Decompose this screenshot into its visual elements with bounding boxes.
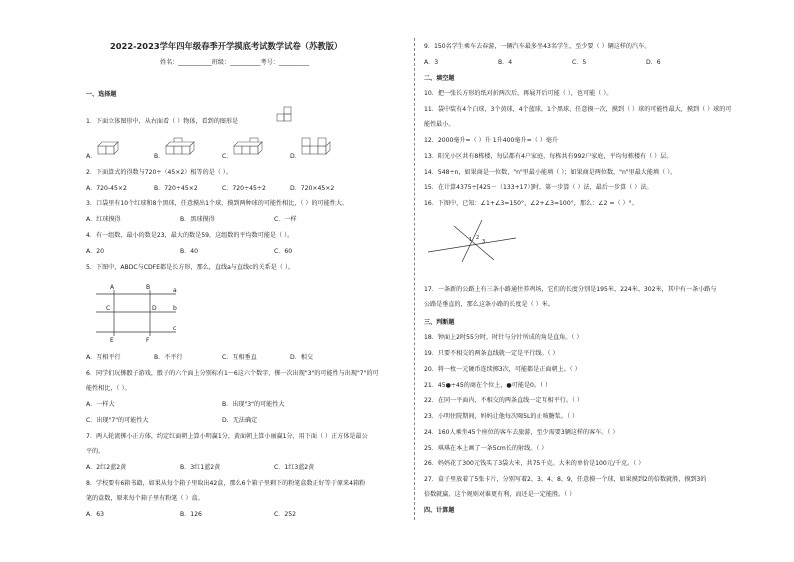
student-info-line: 姓名：___________班级：__________考号：__________ [160, 59, 310, 66]
q6-option-c: C．出现"7"的可能性大 [86, 417, 149, 424]
q16-angle-label-3: 3 [482, 239, 486, 245]
q1-view-figure [274, 106, 298, 126]
q1-cube-figure-d [300, 134, 336, 158]
question-6-line-2: 能性相比，（ ）。 [86, 385, 131, 392]
q5-label-d-point: D [152, 305, 157, 312]
q6-option-b: B．出现"3"的可能性大 [222, 401, 285, 408]
question-9: 9．150名学生乘车去春游，一辆汽车最多坐43名学生，至少要（ ）辆这样的汽车。 [424, 43, 651, 50]
question-14: 14．548÷n，如果商是一位数，"n"里最小能填（ ）；如果商是两位数，"n"里最大能填（ ）。 [424, 169, 677, 176]
question-19: 19．只要不相交的两条直线就一定是平行线。（ ） [424, 350, 559, 357]
q2-option-b: B．720÷45×2 [154, 185, 198, 192]
question-25: 25．琪琪在本上画了一条5cm长的射线。（ ） [424, 445, 548, 452]
question-20: 20．将一枚一元硬币连续掷3次，可能都是正面朝上。（ ） [424, 366, 581, 373]
exam-title: 2022-2023学年四年级春季开学摸底考试数学试卷（苏教版） [110, 41, 343, 51]
question-5: 5．下图中，ABDC与CDFE都是长方形，那么，直线a与直线c的关系是（ ）。 [86, 264, 294, 271]
q8-option-b: B．126 [180, 511, 202, 518]
q5-option-b: B．不平行 [154, 354, 183, 361]
question-27-line-2: 倍数就赢，这个规则对谁更有利，而还是一定能胜。（ ） [424, 491, 576, 498]
q5-label-b-point: B [146, 284, 151, 291]
question-1: 1．下面立体图形中，从右面看（ ）物体，看到的图形是 [86, 118, 239, 125]
q2-option-a: A．720-45×2 [86, 185, 127, 192]
q3-option-c: C．一样 [274, 216, 297, 223]
q1-option-c: C． [222, 153, 233, 160]
question-8-line-2: 笔的盒数，原来每个箱子里有粉笔（ ）盒。 [86, 495, 204, 502]
q16-angle-label-2: 2 [476, 235, 480, 241]
question-10: 10．把一张长方形的纸对折两次后，再展开后可能（ ），也可能（ ）。 [424, 90, 613, 97]
question-24: 24．160人乘坐45个座位的客车去旅游，至少需要3辆这样的客车。（ ） [424, 429, 619, 436]
question-2: 2．下面算式的得数与720÷（45×2）相等的是（ ）。 [86, 169, 232, 176]
question-21: 21．45●÷45的商在个位上，●可能是0。（ ） [424, 382, 552, 389]
q8-option-c: C．252 [274, 511, 296, 518]
q1-option-d: D． [290, 153, 301, 160]
q7-option-c: C．1红3蓝2黄 [274, 464, 315, 471]
question-6-line-1: 6．同学们玩掷骰子游戏，骰子的六个面上分别标有1～6这六个数字，掷一次出现"3"的可能性与出现"7"的可 [86, 370, 379, 377]
q1-cube-figure-c [232, 134, 268, 158]
section-choice-heading: 一、选择题 [86, 91, 117, 98]
q9-option-d: D．6 [646, 59, 661, 66]
question-16: 16．下图中，已知：∠1+∠3=150°，∠2+∠3=100°，那么：∠2 =（ ）°。 [424, 200, 638, 207]
q7-option-a: A．2红2蓝2黄 [86, 464, 127, 471]
q16-angle-figure [424, 214, 520, 268]
q5-label-line-c: c [173, 325, 177, 332]
q9-option-b: B．4 [498, 59, 513, 66]
question-8-line-1: 8．学校要有6箱书籍，如果从每个箱子里取出42盒，那么6个箱子里剩下的粉笔盒数正好等于原来4箱粉 [86, 480, 366, 487]
q5-rectangles-figure [90, 280, 180, 344]
q5-label-a-point: A [110, 284, 115, 291]
q1-option-a: A． [86, 153, 97, 160]
question-12: 12．2000毫升=（ ）升 1升400毫升=（ ）毫升 [424, 137, 559, 144]
q6-option-d: D．无法确定 [222, 417, 258, 424]
column-divider [414, 38, 415, 520]
question-23: 23．小明住院期间，妈妈让他每次喝5L的止咳糖浆。（ ） [424, 413, 579, 420]
question-7-line-1: 7．两人轮流掷小正方体，约定红面朝上算小明赢1分，黄面朝上算小丽赢1分，用下面（ ）正方体是最公 [86, 433, 368, 440]
q8-option-a: A．63 [86, 511, 105, 518]
q2-option-d: D．720×45×2 [290, 185, 335, 192]
q5-label-line-a: a [173, 287, 177, 294]
q4-option-a: A．20 [86, 248, 105, 255]
q1-cube-figure-b [164, 134, 200, 158]
q4-option-b: B．40 [180, 248, 199, 255]
question-4: 4．有一组数，最小的数是23，最大的数是59，这组数的平均数可能是（ ）。 [86, 232, 294, 239]
q5-option-d: D．相交 [290, 354, 313, 361]
q5-label-f-point: F [146, 337, 150, 344]
question-15: 15．在计算4375÷[425－（133+17）]时，第一步算（ ）法，最后一步算（ ）法。 [424, 184, 653, 191]
question-3: 3．口袋里有10个红球和8个黑球，任意摸出1个球，摸到两种球的可能性相比，（ ）的可能性大。 [86, 200, 349, 207]
q6-option-a: A．一样大 [86, 401, 115, 408]
q9-option-c: C．5 [572, 59, 587, 66]
q5-label-c-point: C [106, 305, 111, 312]
q1-cube-figure-a [96, 138, 122, 158]
question-18: 18．钟面上2时55分时，时针与分针所成的角是直角。（ ） [424, 334, 583, 341]
q2-option-c: C．720÷45÷2 [222, 185, 266, 192]
q16-angle-label-1: 1 [469, 237, 473, 243]
question-17-line-1: 17．一条新的公路上有三条小路通往养鸡场，它们的长度分别是195米、224米、302米，其中有一条小路与 [424, 286, 717, 293]
q5-option-a: A．互相平行 [86, 354, 121, 361]
question-26: 26．妈妈花了300元钱买了3袋大米，共75千克。大米的单价是100元/千克。（ ） [424, 460, 645, 467]
q3-option-b: B．黑球摸得 [180, 216, 215, 223]
question-11-line-2: 能性最小。 [424, 121, 455, 128]
question-11-line-1: 11．袋中装有4个白球，3个黄球，4个蓝球，1个黑球，任意摸一次，摸到（ ）球的可能性最大，摸到（ ）球的可 [424, 106, 732, 113]
question-7-line-2: 平的。 [86, 448, 105, 455]
question-22: 22．在同一平面内，不相交的两条直线一定互相平行。（ ） [424, 397, 583, 404]
question-17-line-2: 公路是垂直的，那么这条小路的长度是（ ）米。 [424, 301, 554, 308]
question-13: 13．阳光小区共有8栋楼，每层都有4户家庭，每栋共有992户家庭，平均每栋楼有（ ）层。 [424, 153, 673, 160]
question-27-line-1: 27．盒子里放着了5张卡片，分别写着2、3、4、8、9，任意摸一个球，如果摸到2的倍数就胜，摸到3的 [424, 476, 707, 483]
section-calc-heading: 四、计算题 [424, 507, 455, 514]
q4-option-c: C．60 [274, 248, 293, 255]
q1-option-b: B． [154, 153, 165, 160]
section-fill-heading: 二、填空题 [424, 75, 455, 82]
q3-option-a: A．红球摸得 [86, 216, 121, 223]
q9-option-a: A．3 [424, 59, 439, 66]
section-judge-heading: 三、判断题 [424, 319, 455, 326]
q7-option-b: B．3红1蓝2黄 [180, 464, 221, 471]
q5-label-line-b: b [173, 305, 177, 312]
q5-option-c: C．互相垂直 [222, 354, 257, 361]
q5-label-e-point: E [110, 337, 114, 344]
